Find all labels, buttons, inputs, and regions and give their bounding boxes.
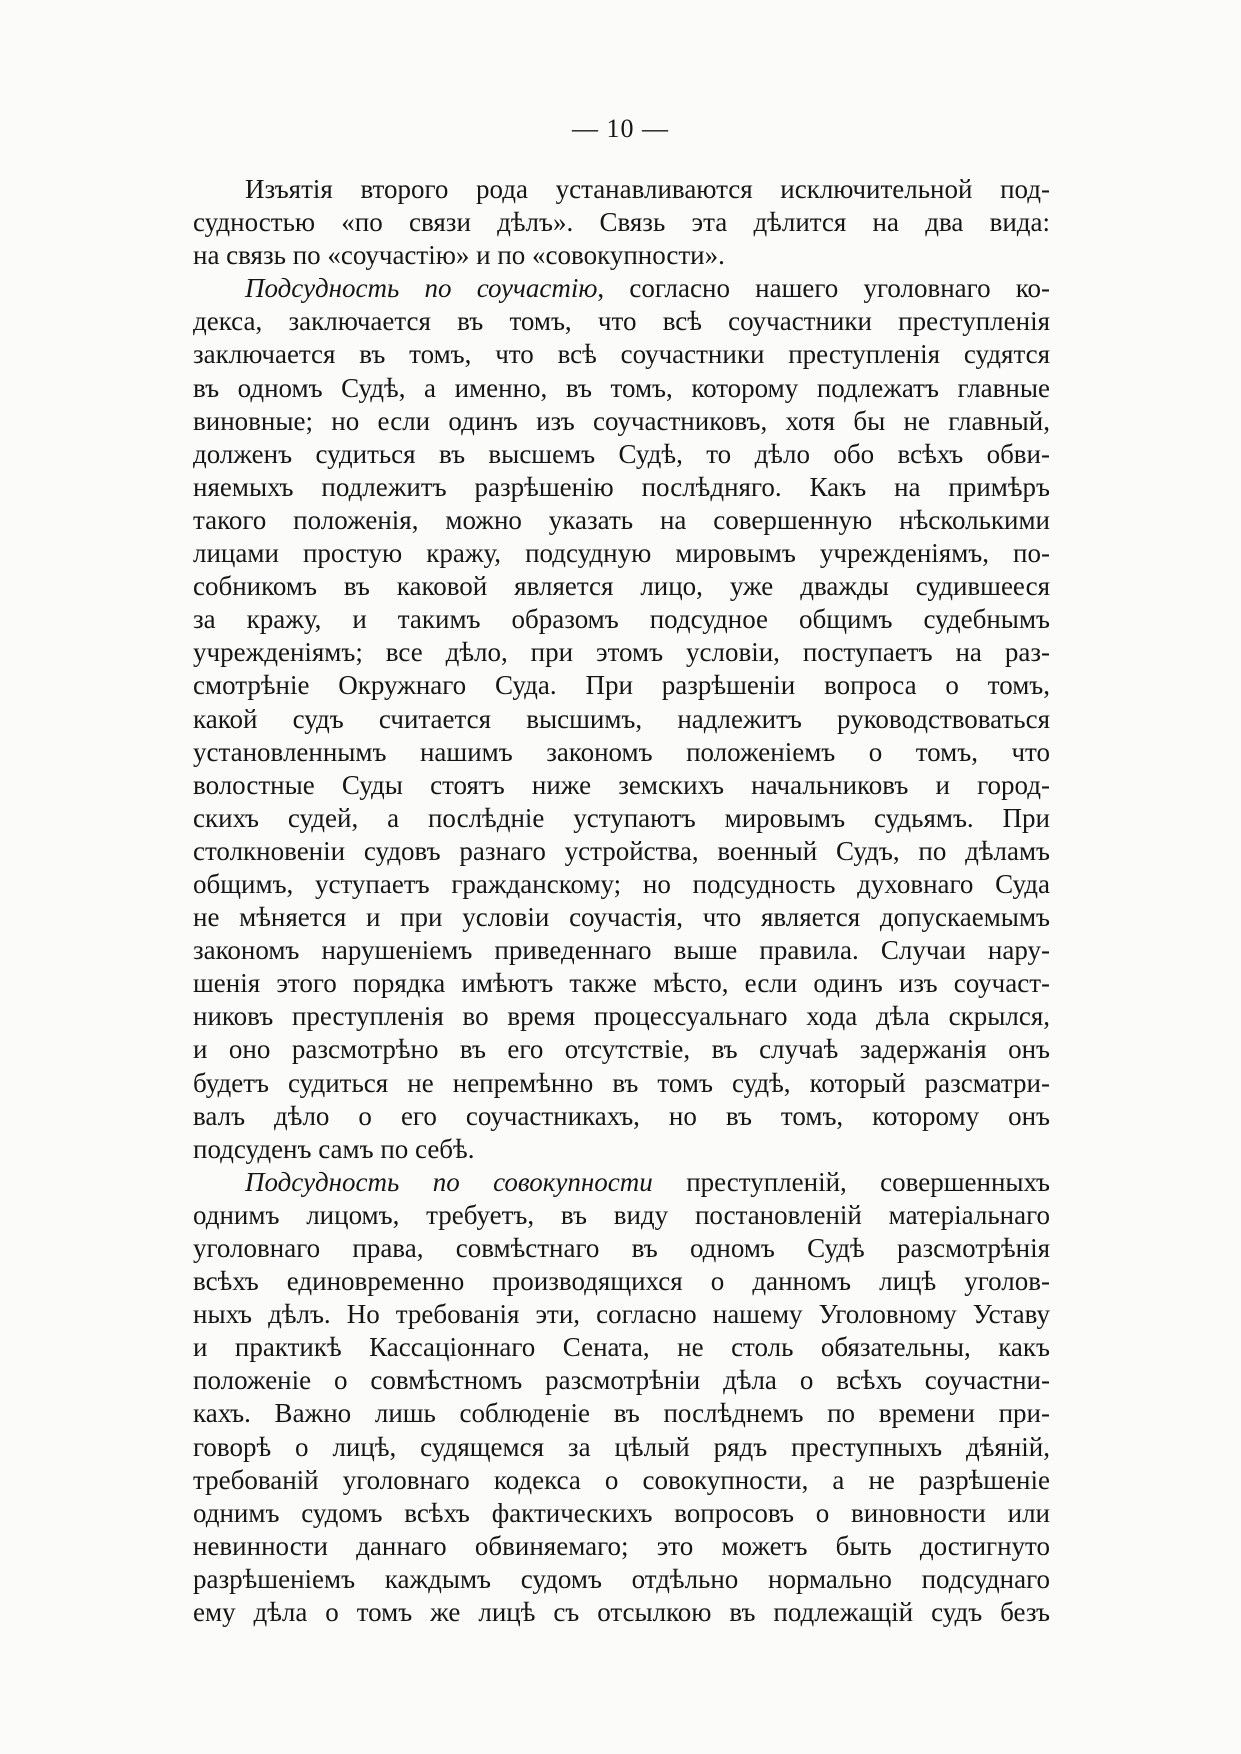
paragraph: [193, 1166, 1050, 1629]
body-text: [193, 173, 1050, 1629]
text-line: [193, 669, 1050, 702]
text-line: [193, 1067, 1050, 1100]
text-line: [193, 1265, 1050, 1298]
italic-term: Подсудность по совокупности: [245, 1166, 653, 1197]
line-text: , согласно нашего уголовнаго ко-: [597, 273, 1050, 304]
text-line: [193, 239, 1050, 272]
line-text: общимъ, уступаетъ гражданскому; но подсудность духовнаго Суда: [193, 868, 1050, 899]
line-text: за кражу, и такимъ образомъ подсудное общимъ судебнымъ: [193, 604, 1050, 635]
text-line: [193, 736, 1050, 769]
line-text: положеніе о совмѣстномъ разсмотрѣніи дѣла о всѣхъ соучастни-: [193, 1365, 1050, 1396]
text-line: [193, 405, 1050, 438]
line-text: собникомъ въ каковой является лицо, уже дважды судившееся: [193, 571, 1050, 602]
line-text: установленнымъ нашимъ закономъ положеніемъ о томъ, что: [193, 736, 1050, 767]
text-line: [193, 1596, 1050, 1629]
text-line: [193, 1530, 1050, 1563]
line-text: няемыхъ подлежитъ разрѣшенію послѣдняго. Какъ на примѣръ: [193, 471, 1050, 502]
text-line: [193, 1397, 1050, 1430]
line-text: однимъ лицомъ, требуетъ, въ виду постановленій матеріальнаго: [193, 1199, 1050, 1230]
line-text: и практикѣ Кассаціоннаго Сената, не столь обязательны, какъ: [193, 1332, 1050, 1363]
text-line: [193, 636, 1050, 669]
text-line: [193, 206, 1050, 239]
text-line: [193, 835, 1050, 868]
line-text: смотрѣніе Окружнаго Суда. При разрѣшеніи вопроса о томъ,: [193, 670, 1050, 701]
text-line: [193, 1364, 1050, 1397]
line-text: Изъятія второго рода устанавливаются исключительной под-: [245, 174, 1050, 204]
text-line: [193, 504, 1050, 537]
text-line: [193, 703, 1050, 736]
line-text: декса, заключается въ томъ, что всѣ соучастники преступленія: [193, 306, 1050, 337]
line-text: ныхъ дѣлъ. Но требованія эти, согласно нашему Уголовному Уставу: [193, 1299, 1050, 1330]
line-text: заключается въ томъ, что всѣ соучастники преступленія судятся: [193, 339, 1050, 370]
line-text: шенія этого порядка имѣютъ также мѣсто, если одинъ изъ соучаст-: [193, 968, 1050, 999]
line-text: и оно разсмотрѣно въ его отсутствіе, въ случаѣ задержанія онъ: [193, 1034, 1050, 1065]
text-line: [193, 1033, 1050, 1066]
line-text: невинности даннаго обвиняемаго; это можетъ быть достигнуто: [193, 1530, 1050, 1561]
text-line: [193, 603, 1050, 636]
paragraph: [193, 272, 1050, 1166]
line-text: въ одномъ Судѣ, а именно, въ томъ, которому подлежатъ главные: [193, 372, 1050, 403]
line-text: какой судъ считается высшимъ, надлежитъ руководствоваться: [193, 703, 1050, 734]
line-text: долженъ судиться въ высшемъ Судѣ, то дѣло обо всѣхъ обви-: [193, 438, 1050, 469]
text-line: [193, 537, 1050, 570]
italic-term: Подсудность по соучастію: [245, 273, 598, 304]
text-line: [193, 438, 1050, 471]
line-text: лицами простую кражу, подсудную мировымъ учрежденіямъ, по-: [193, 538, 1050, 569]
text-line: [193, 471, 1050, 504]
paragraph: [193, 173, 1050, 272]
text-line: [193, 1298, 1050, 1331]
line-text: разрѣшеніемъ каждымъ судомъ отдѣльно нормально подсуднаго: [193, 1563, 1050, 1594]
line-text: преступленій, совершенныхъ: [652, 1166, 1050, 1197]
text-line: [193, 868, 1050, 901]
text-line: [193, 1464, 1050, 1497]
line-text: не мѣняется и при условіи соучастія, что является допускаемымъ: [193, 902, 1050, 933]
line-text: закономъ нарушеніемъ приведеннаго выше правила. Случаи нару-: [193, 935, 1050, 966]
line-text: однимъ судомъ всѣхъ фактическихъ вопросовъ о виновности или: [193, 1497, 1050, 1528]
line-text: говорѣ о лицѣ, судящемся за цѣлый рядъ преступныхъ дѣяній,: [193, 1431, 1050, 1462]
line-text: скихъ судей, а послѣдніе уступаютъ мировымъ судьямъ. При: [193, 802, 1050, 833]
line-text: учрежденіямъ; все дѣло, при этомъ условіи, поступаетъ на раз-: [193, 637, 1050, 668]
line-text: такого положенія, можно указать на совершенную нѣсколькими: [193, 504, 1050, 535]
text-line: [193, 1431, 1050, 1464]
text-line: [193, 1199, 1050, 1232]
text-line: [193, 1133, 1050, 1166]
text-line: [193, 967, 1050, 1000]
page-number: — 10 —: [572, 114, 669, 143]
text-line: [193, 272, 1050, 305]
line-text: волостные Суды стоятъ ниже земскихъ начальниковъ и город-: [193, 769, 1050, 800]
text-line: [193, 1232, 1050, 1265]
text-line: [193, 338, 1050, 371]
line-text: на связь по «соучастію» и по «совокупности».: [193, 240, 725, 271]
text-line: [193, 305, 1050, 338]
text-line: [193, 1100, 1050, 1133]
line-text: уголовнаго права, совмѣстнаго въ одномъ Судѣ разсмотрѣнія: [193, 1233, 1050, 1263]
line-text: никовъ преступленія во время процессуальнаго хода дѣла скрылся,: [193, 1001, 1050, 1032]
text-line: [193, 901, 1050, 934]
line-text: судностью «по связи дѣлъ». Связь эта дѣлится на два вида:: [193, 207, 1050, 238]
text-line: [193, 1166, 1050, 1199]
line-text: будетъ судиться не непремѣнно въ томъ судѣ, который разсматри-: [193, 1067, 1050, 1098]
text-line: [193, 1497, 1050, 1530]
line-text: кахъ. Важно лишь соблюденіе въ послѣднемъ по времени при-: [193, 1398, 1050, 1429]
line-text: требованій уголовнаго кодекса о совокупности, а не разрѣшеніе: [193, 1464, 1050, 1495]
text-line: [193, 1563, 1050, 1596]
line-text: столкновеніи судовъ разнаго устройства, военный Судъ, по дѣламъ: [193, 835, 1050, 866]
text-line: [193, 769, 1050, 802]
line-text: ему дѣла о томъ же лицѣ съ отсылкою въ подлежащій судъ безъ: [193, 1597, 1050, 1628]
line-text: виновные; но если одинъ изъ соучастниковъ, хотя бы не главный,: [193, 405, 1050, 436]
text-line: [193, 570, 1050, 603]
text-line: [193, 173, 1050, 206]
text-line: [193, 802, 1050, 835]
text-line: [193, 372, 1050, 405]
text-line: [193, 1000, 1050, 1033]
line-text: валъ дѣло о его соучастникахъ, но въ томъ, которому онъ: [193, 1100, 1050, 1131]
line-text: подсуденъ самъ по себѣ.: [193, 1133, 475, 1164]
text-line: [193, 1331, 1050, 1364]
text-line: [193, 934, 1050, 967]
line-text: всѣхъ единовременно производящихся о данномъ лицѣ уголов-: [193, 1266, 1050, 1297]
